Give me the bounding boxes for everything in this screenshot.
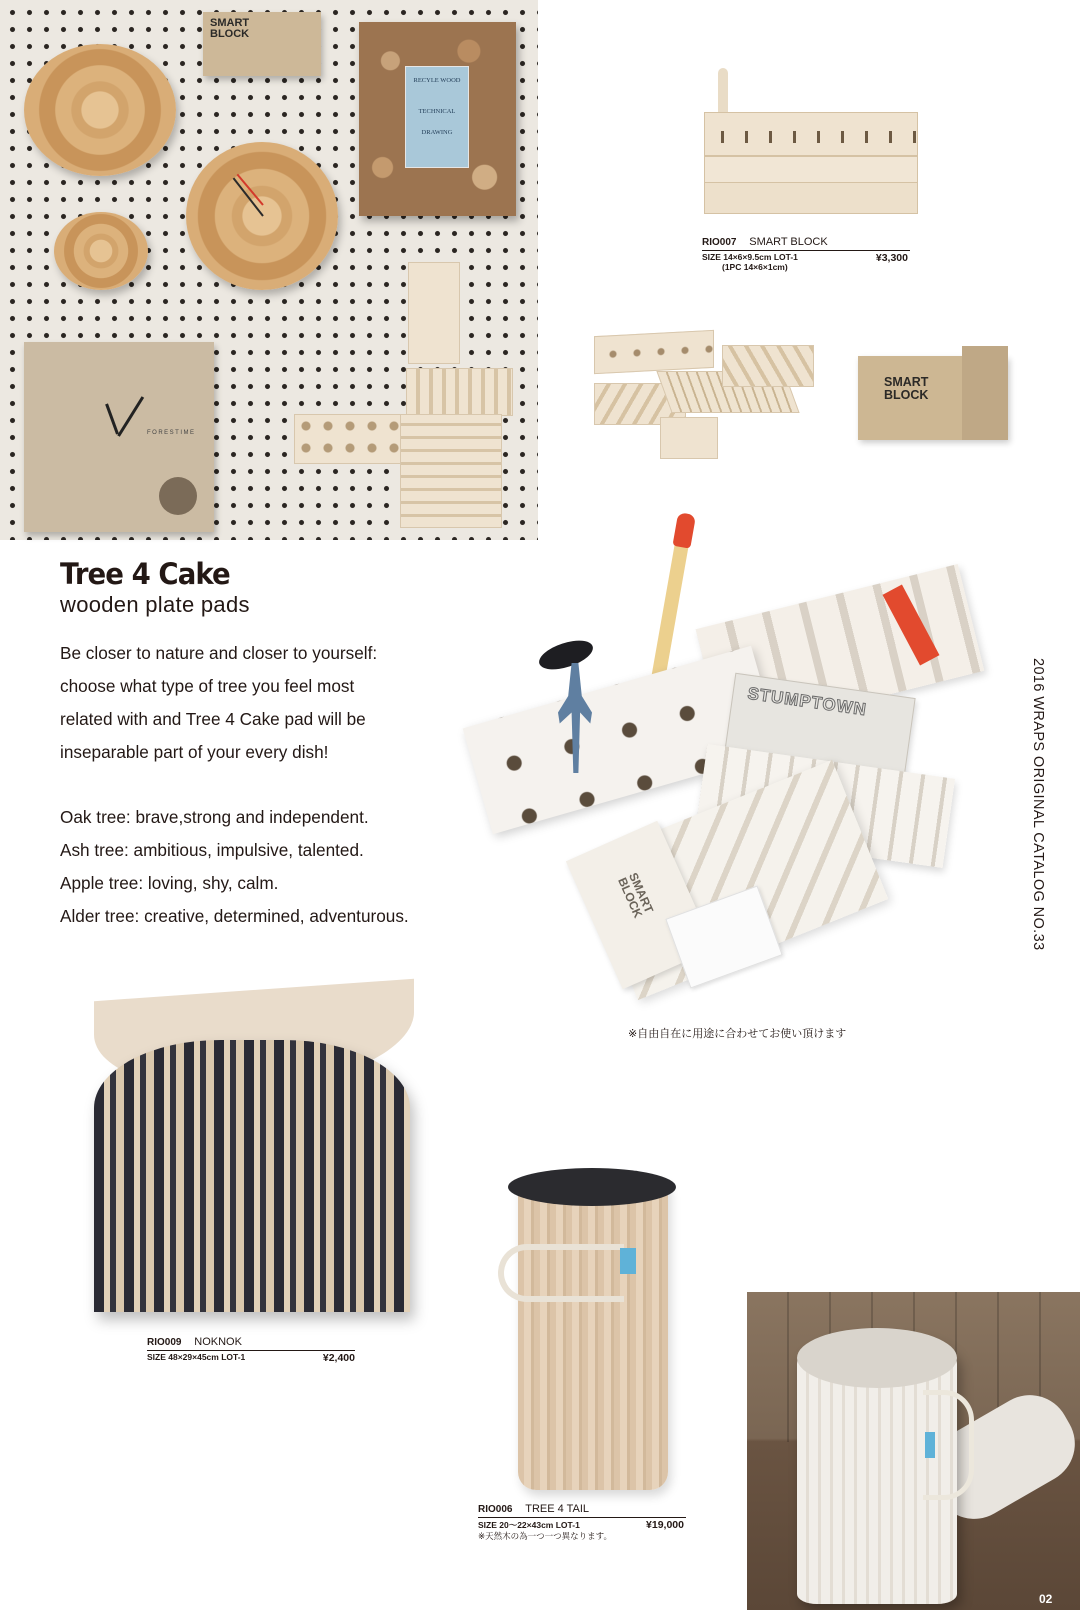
block-stack-bottom: [704, 182, 918, 214]
white-stool-photo: [747, 1292, 1080, 1610]
product-price: ¥3,300: [875, 252, 908, 264]
clock-box-hand: [117, 396, 144, 437]
smart-block-box-title: SMART BLOCK: [210, 17, 250, 40]
pegboard-photo: [0, 0, 538, 540]
block-stack-top: [704, 112, 918, 156]
smart-block-usage-collage: [480, 515, 990, 1015]
clock-box-hand-short: [105, 403, 119, 434]
block-stack-middle: [704, 156, 918, 184]
smart-block-pieces-image: [592, 325, 822, 465]
piece-pegs: [594, 330, 714, 374]
stumptown-title: STUMPTOWN: [746, 683, 868, 720]
clock-box-hole: [159, 477, 197, 515]
noknok-body: [94, 1040, 410, 1312]
tree-line-alder: Alder tree: creative, determined, adventurous.: [60, 906, 409, 926]
product-size: SIZE 48×29×45cm LOT-1: [147, 1352, 246, 1362]
product-price: ¥19,000: [646, 1519, 684, 1531]
product-price: ¥2,400: [322, 1352, 355, 1364]
piece-stairs-right: [722, 345, 814, 387]
matchstick-head: [672, 512, 696, 549]
frame-line-1: RECYLE WOOD: [413, 77, 461, 84]
block-ridged-top: [406, 368, 513, 416]
spec-tree4tail: [478, 1503, 686, 1539]
wood-slice-small: [54, 212, 148, 290]
product-size: SIZE 20～22×43cm LOT-1: [478, 1520, 580, 1530]
log-slice-frame: [359, 22, 516, 216]
frame-line-3: DRAWING: [421, 129, 453, 136]
spec-smart-block: [702, 236, 910, 276]
product-code: RIO006: [478, 1504, 513, 1515]
stool-top: [797, 1328, 957, 1388]
stool-rope-handle: [498, 1244, 624, 1302]
smart-block-box-label: SMART BLOCK: [884, 375, 929, 402]
board-print: SMART BLOCK: [615, 870, 657, 921]
tree4tail-stool-image: [498, 1160, 678, 1500]
tree-line-apple: Apple tree: loving, shy, calm.: [60, 873, 279, 893]
smart-block-product-image: [700, 64, 920, 224]
intro-line-2: choose what type of tree you feel most: [60, 676, 355, 696]
product-size: SIZE 14×6×9.5cm LOT-1: [702, 252, 798, 262]
block-vertical: [408, 262, 460, 364]
spec-rule: [147, 1350, 355, 1351]
intro-line-1: Be closer to nature and closer to yourself:: [60, 643, 378, 663]
stool-blue-tag: [620, 1248, 636, 1274]
frame-picture: [405, 66, 469, 168]
forestime-clock-box: [24, 342, 214, 532]
stool-felt-cushion: [508, 1168, 676, 1206]
tree-line-oak: Oak tree: brave,strong and independent.: [60, 807, 369, 827]
block-ridged-bottom: [400, 414, 502, 528]
clock-box-brand: FORESTIME: [147, 430, 196, 436]
intro-line-4: inseparable part of your every dish!: [60, 742, 329, 762]
tree-line-ash: Ash tree: ambitious, impulsive, talented.: [60, 840, 364, 860]
product-name: NOKNOK: [194, 1336, 242, 1348]
usage-note: ※自由自在に用途に合わせてお使い頂けます: [628, 1028, 847, 1040]
product-name: TREE 4 TAIL: [525, 1503, 590, 1515]
subhead: wooden plate pads: [60, 592, 250, 617]
intro-line-3: related with and Tree 4 Cake pad will be: [60, 709, 366, 729]
frame-line-2: TECHNICAL: [418, 108, 456, 115]
peg-stick: [718, 68, 728, 118]
stool-rope: [923, 1390, 974, 1500]
figure-stand-disc: [536, 635, 597, 675]
noknok-stool-image: [90, 990, 420, 1330]
product-code: RIO007: [702, 237, 737, 248]
spec-rule: [702, 250, 910, 251]
smart-block-box: [203, 12, 321, 76]
product-code: RIO009: [147, 1337, 182, 1348]
spec-rule: [478, 1517, 686, 1518]
product-size-detail: (1PC 14×6×1cm): [722, 262, 788, 272]
stool-body: [518, 1178, 668, 1490]
product-note: ※天然木の為一つ一つ異なります。: [478, 1531, 612, 1541]
box-side: [962, 346, 1008, 440]
headline: Tree 4 Cake: [60, 557, 230, 591]
smart-block-box-photo: [858, 356, 1008, 440]
catalog-vertical-label: 2016 WRAPS ORIGINAL CATALOG NO.33: [1030, 658, 1046, 951]
matchstick: [650, 516, 693, 686]
block-pegs: [294, 414, 406, 464]
piece-plain: [660, 417, 718, 459]
page-number: 02: [1039, 1592, 1053, 1606]
product-name: SMART BLOCK: [749, 236, 828, 248]
wood-slice-large: [24, 44, 176, 176]
spec-noknok: [147, 1336, 357, 1366]
